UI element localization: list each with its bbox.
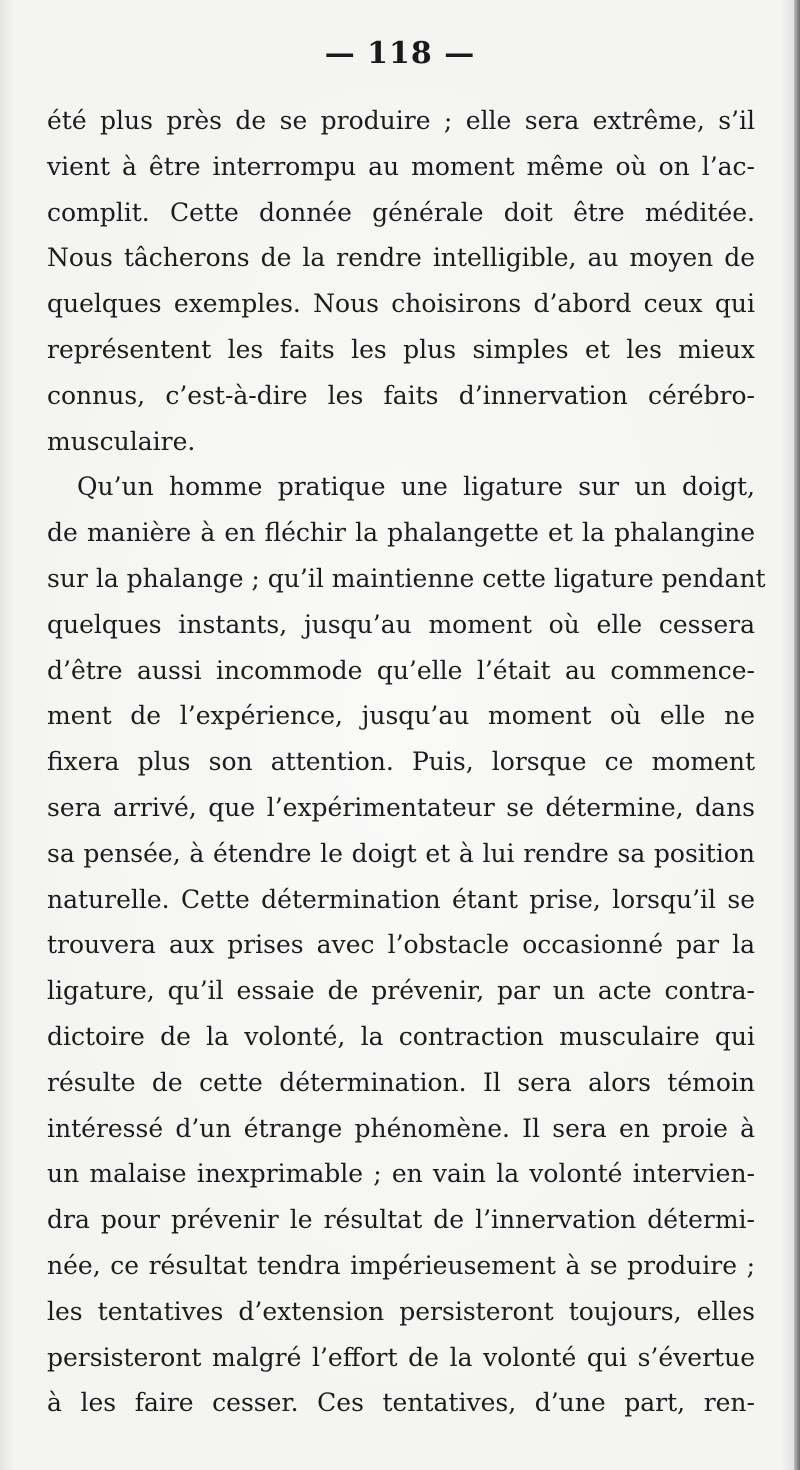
text-line: musculaire.: [47, 426, 196, 456]
text-line: les tentatives d’extension persisteront toujours, elles: [47, 1296, 755, 1326]
text-line: persisteront malgré l’effort de la volonté qui s’évertue: [47, 1342, 755, 1372]
text-line: dra pour prévenir le résultat de l’innervation détermi-: [47, 1205, 755, 1235]
text-line: à les faire cesser. Ces tentatives, d’une part, ren-: [47, 1388, 755, 1418]
paragraph: [47, 464, 766, 1426]
text-line: naturelle. Cette détermination étant prise, lorsqu’il se: [47, 884, 755, 914]
text-line: représentent les faits les plus simples et les mieux: [47, 334, 755, 364]
text-line: fixera plus son attention. Puis, lorsque ce moment: [47, 747, 755, 777]
text-line: sera arrivé, que l’expérimentateur se détermine, dans: [47, 792, 755, 822]
text-line: intéressé d’un étrange phénomène. Il sera en proie à: [47, 1113, 755, 1143]
page-number: — 118 —: [324, 36, 476, 71]
text-line: été plus près de se produire ; elle sera extrême, s’il: [47, 106, 755, 135]
text-line: vient à être interrompu au moment même où on l’ac-: [47, 151, 755, 181]
text-line: sa pensée, à étendre le doigt et à lui rendre sa position: [47, 838, 755, 868]
text-line: quelques instants, jusqu’au moment où elle cessera: [47, 609, 755, 639]
text-line: trouvera aux prises avec l’obstacle occasionné par la: [47, 930, 755, 960]
text-line: Qu’un homme pratique une ligature sur un doigt,: [77, 472, 755, 502]
text-line: complit. Cette donnée générale doit être méditée.: [47, 197, 755, 227]
text-line: ligature, qu’il essaie de prévenir, par un acte contra-: [47, 976, 755, 1006]
page-edge-shadow: [794, 0, 800, 1470]
body-text: [47, 98, 766, 1426]
text-line: ment de l’expérience, jusqu’au moment où elle ne: [47, 701, 755, 731]
text-line: Nous tâcherons de la rendre intelligible, au moyen de: [47, 243, 755, 273]
text-line: née, ce résultat tendra impérieusement à se produire ;: [47, 1250, 755, 1280]
text-line: résulte de cette détermination. Il sera alors témoin: [47, 1067, 755, 1097]
text-line: quelques exemples. Nous choisirons d’abord ceux qui: [47, 289, 755, 319]
text-line: un malaise inexprimable ; en vain la volonté intervien-: [47, 1159, 755, 1189]
paragraph: [47, 98, 755, 464]
text-line: sur la phalange ; qu’il maintienne cette ligature pendant: [47, 563, 766, 593]
text-line: dictoire de la volonté, la contraction musculaire qui: [47, 1021, 755, 1051]
text-line: de manière à en fléchir la phalangette et la phalangine: [47, 518, 755, 548]
text-line: d’être aussi incommode qu’elle l’était au commence-: [47, 655, 755, 685]
text-line: connus, c’est-à-dire les faits d’innervation cérébro-: [47, 380, 755, 410]
